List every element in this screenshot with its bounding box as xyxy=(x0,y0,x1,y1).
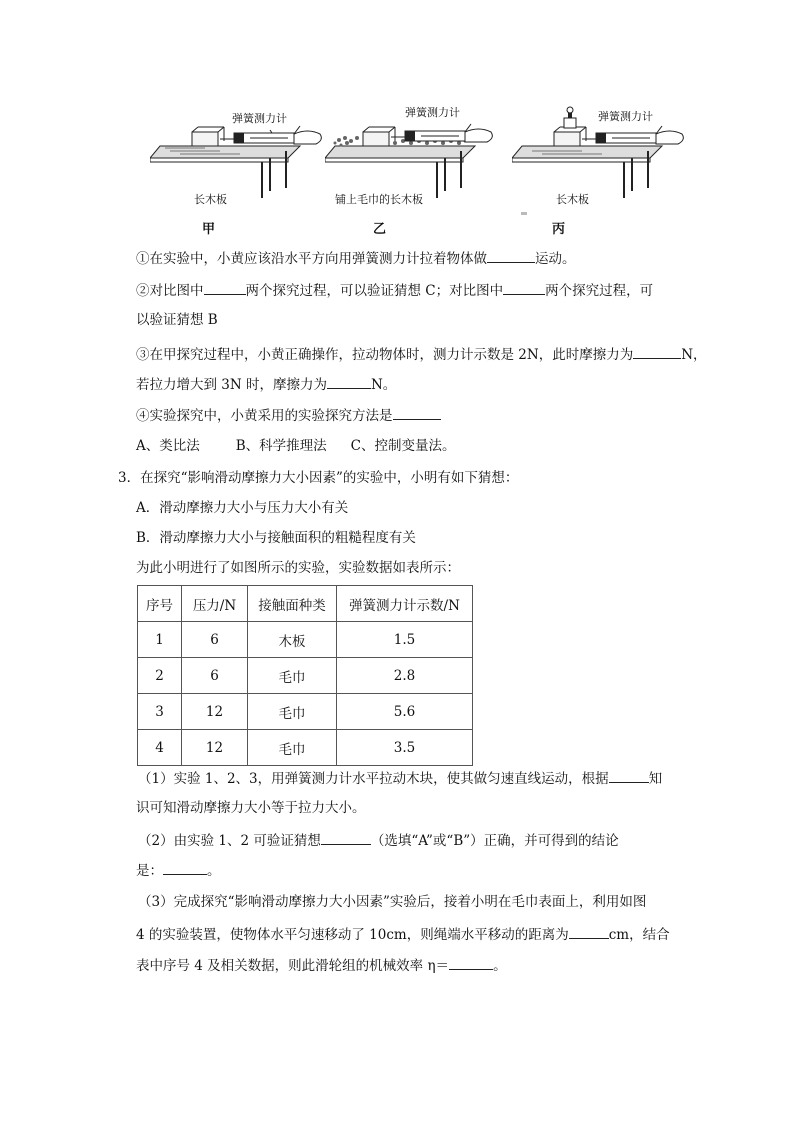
option-a: A、类比法 xyxy=(136,438,200,454)
answer-blank[interactable] xyxy=(609,768,649,783)
table-cell: 1.5 xyxy=(337,622,473,658)
figure-caption: 甲 xyxy=(202,222,216,237)
figure-caption: 丙 xyxy=(552,222,566,237)
q3-guess-a: A．滑动摩擦力大小与压力大小有关 xyxy=(136,500,349,516)
answer-blank[interactable] xyxy=(487,248,535,263)
table-cell: 毛巾 xyxy=(248,730,337,766)
table-row xyxy=(138,694,473,730)
table-cell: 12 xyxy=(182,694,248,730)
table-row xyxy=(138,622,473,658)
table-cell: 毛巾 xyxy=(248,658,337,694)
q3-part-3-cont2-end: 。 xyxy=(493,958,507,974)
table-header: 接触面种类 xyxy=(248,586,337,622)
q2-item-2-mid: 两个探究过程，可以验证猜想 C；对比图中 xyxy=(245,283,504,299)
q3-part-2-end: （选填“A”或“B”）正确，并可得到的结论 xyxy=(370,833,619,849)
table-cell: 1 xyxy=(138,622,182,658)
option-c: C、控制变量法。 xyxy=(350,438,456,454)
q2-item-1-end: 运动。 xyxy=(535,251,576,267)
figure-caption: 乙 xyxy=(373,222,387,237)
table-header: 压力/N xyxy=(182,586,248,622)
answer-blank[interactable] xyxy=(393,405,441,420)
table-row xyxy=(138,730,473,766)
table-cell: 5.6 xyxy=(337,694,473,730)
scan-mark xyxy=(521,212,527,215)
q2-options xyxy=(136,436,456,456)
q2-item-4 xyxy=(136,405,441,426)
q2-item-2-cont: 以验证猜想 B xyxy=(136,312,218,328)
table-header: 弹簧测力计示数/N xyxy=(337,586,473,622)
q3-part-3-cont xyxy=(136,924,670,945)
q3-part-1-end: 知 xyxy=(648,771,663,787)
q2-item-3 xyxy=(136,344,707,365)
q3-guess-b: B．滑动摩擦力大小与接触面积的粗糙程度有关 xyxy=(136,530,416,546)
table-cell: 2.8 xyxy=(337,658,473,694)
table-cell: 木板 xyxy=(248,622,337,658)
table-cell: 6 xyxy=(182,622,248,658)
option-b: B、科学推理法 xyxy=(235,438,327,454)
q3-part-3-cont-text: 4 的实验装置，使物体水平匀速移动了 10cm，则绳端水平移动的距离为 xyxy=(136,927,569,943)
q2-item-3-cont-end: N。 xyxy=(370,377,397,393)
q3-part-2-text: （2）由实验 1、2 可验证猜想 xyxy=(138,833,321,849)
answer-blank[interactable] xyxy=(204,280,246,295)
q2-item-2 xyxy=(136,280,653,301)
table-cell: 3.5 xyxy=(337,730,473,766)
q3-part-2-cont-text: 是： xyxy=(136,863,163,879)
q3-part-2-cont-end: 。 xyxy=(207,863,221,879)
table-cell: 3 xyxy=(138,694,182,730)
board-label: 铺上毛巾的长木板 xyxy=(335,193,423,206)
q3-part-3: （3）完成探究“影响滑动摩擦力大小因素”实验后，接着小明在毛巾表面上，利用如图 xyxy=(138,894,647,910)
q3-part-3-cont-end: cm，结合 xyxy=(608,927,670,943)
q2-item-3-cont-text: 若拉力增大到 3N 时，摩擦力为 xyxy=(136,377,327,393)
q3-part-3-cont2 xyxy=(136,955,507,976)
table-cell: 毛巾 xyxy=(248,694,337,730)
q3-intro: 3．在探究“影响滑动摩擦力大小因素”的实验中，小明有如下猜想： xyxy=(118,470,519,486)
answer-blank[interactable] xyxy=(449,955,493,970)
table-cell: 4 xyxy=(138,730,182,766)
q2-item-2-end: 两个探究过程，可 xyxy=(545,283,654,299)
answer-blank[interactable] xyxy=(327,374,371,389)
q2-item-3-text: ③在甲探究过程中，小黄正确操作，拉动物体时，测力计示数是 2N，此时摩擦力为 xyxy=(136,347,634,363)
q3-part-1 xyxy=(138,768,662,789)
table-row xyxy=(138,658,473,694)
spring-scale-label: 弹簧测力计 xyxy=(405,106,460,119)
answer-blank[interactable] xyxy=(569,924,609,939)
board-label: 长木板 xyxy=(194,193,227,206)
spring-scale-label: 弹簧测力计 xyxy=(232,112,287,125)
table-header: 序号 xyxy=(138,586,182,622)
answer-blank[interactable] xyxy=(633,344,681,359)
table-cell: 12 xyxy=(182,730,248,766)
q3-lead: 为此小明进行了如图所示的实验，实验数据如表所示： xyxy=(136,560,460,576)
table-cell: 6 xyxy=(182,658,248,694)
answer-blank[interactable] xyxy=(163,860,207,875)
spring-scale-label: 弹簧测力计 xyxy=(598,110,653,123)
figure-yi xyxy=(325,96,517,236)
answer-blank[interactable] xyxy=(321,830,371,845)
figure-jia xyxy=(150,96,342,236)
table-header-row xyxy=(138,586,473,622)
answer-blank[interactable] xyxy=(503,280,545,295)
q3-part-2-cont xyxy=(136,860,221,881)
q3-part-1-text: （1）实验 1、2、3，用弹簧测力计水平拉动木块，使其做匀速直线运动，根据 xyxy=(138,771,609,787)
q2-item-2-text: ②对比图中 xyxy=(136,283,204,299)
q2-item-1-text: ①在实验中，小黄应该沿水平方向用弹簧测力计拉着物体做 xyxy=(136,251,487,267)
q2-item-1 xyxy=(136,248,576,269)
q2-item-3-cont xyxy=(136,374,396,395)
q3-part-2 xyxy=(138,830,619,851)
board-label: 长木板 xyxy=(556,193,589,206)
q2-item-4-text: ④实验探究中，小黄采用的实验探究方法是 xyxy=(136,408,393,424)
data-table xyxy=(137,585,473,766)
table-cell: 2 xyxy=(138,658,182,694)
q3-part-1-cont: 识可知滑动摩擦力大小等于拉力大小。 xyxy=(136,800,366,816)
q3-part-3-cont2-text: 表中序号 4 及相关数据，则此滑轮组的机械效率 η＝ xyxy=(136,958,450,974)
q2-item-3-end: N， xyxy=(681,347,707,363)
figure-bing xyxy=(512,96,704,236)
